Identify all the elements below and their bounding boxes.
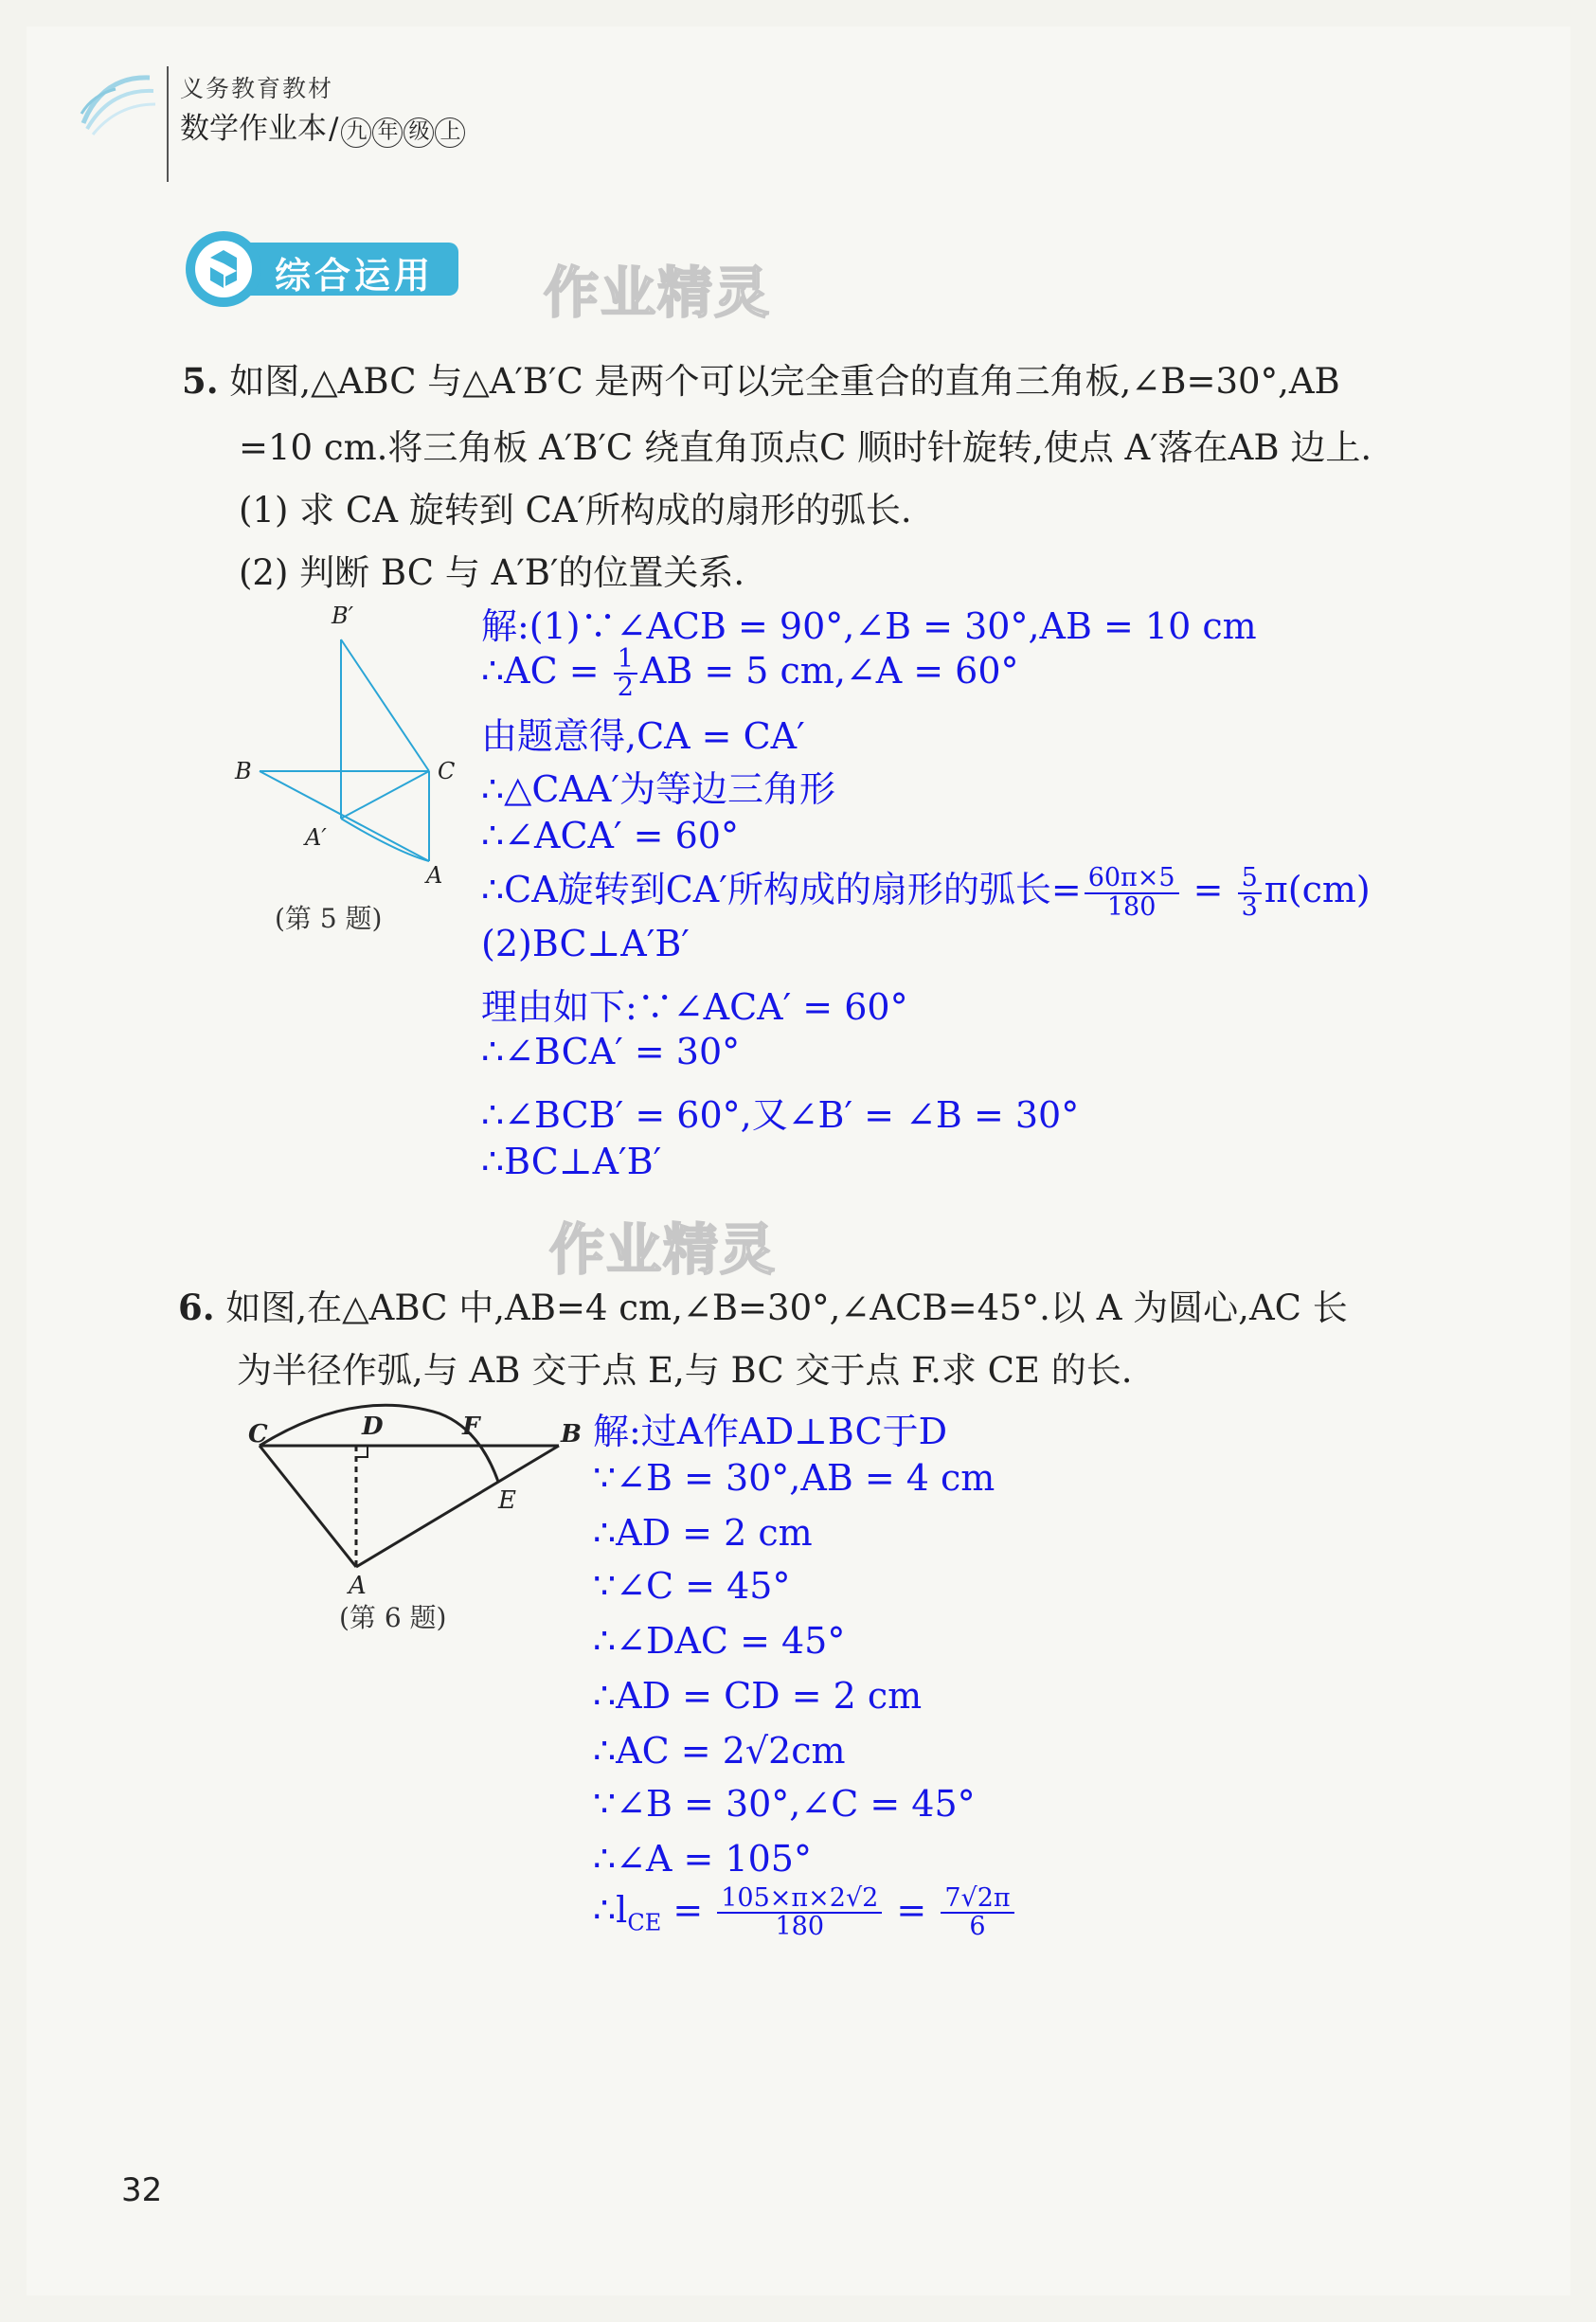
q5-ans-1: 解:(1)∵∠ACB = 90°,∠B = 30°,AB = 10 cm: [481, 605, 1257, 647]
q5-ans-4: ∴△CAA′为等边三角形: [481, 768, 835, 810]
grade-char-3: 级: [403, 117, 434, 148]
q6-label-f: F: [462, 1413, 480, 1441]
page-number: 32: [121, 2171, 163, 2209]
q5-ans-11: ∴BC⊥A′B′: [481, 1141, 662, 1182]
q6-ans-8: ∵∠B = 30°,∠C = 45°: [593, 1783, 976, 1825]
q5-label-a: A: [426, 862, 443, 889]
q6-edge-c-a: [260, 1446, 356, 1567]
q5-label-c: C: [438, 758, 456, 784]
q6-right-angle-mark: [356, 1446, 368, 1457]
q5-label-bprime: B′: [332, 603, 354, 629]
grade-char-2: 年: [372, 117, 403, 148]
q5-number: 5.: [182, 360, 219, 402]
book-title: 数学作业本/ 九 年 级 上: [180, 104, 465, 148]
q5-label-b: B: [235, 758, 252, 784]
grade-char-1: 九: [341, 117, 371, 148]
q6-edge-a-b: [356, 1446, 559, 1567]
q6-label-c: C: [248, 1420, 268, 1449]
q5-label-aprime: A′: [305, 824, 327, 851]
q5-line-1: 5. 如图,△ABC 与△A′B′C 是两个可以完全重合的直角三角板,∠B=30°,AB: [182, 360, 1340, 402]
q5-caption: (第 5 题): [275, 903, 383, 934]
q6-label-d: D: [362, 1413, 384, 1441]
q5-ans-8: 理由如下:∵∠ACA′ = 60°: [481, 986, 908, 1028]
watermark-top: 作业精灵: [544, 261, 772, 325]
q5-sub-2: (2) 判断 BC 与 A′B′的位置关系.: [239, 552, 745, 593]
section-title: 综合运用: [275, 255, 435, 297]
q5-ans-5: ∴∠ACA′ = 60°: [481, 815, 739, 856]
q6-label-a: A: [349, 1572, 367, 1600]
q5-ans-2: ∴AC = $\frac{1}{2}$ AB = 5 cm,∠A = 60°: [481, 644, 1019, 703]
q6-ans-1: 解:过A作AD⊥BC于D: [593, 1411, 948, 1452]
q6-label-e: E: [498, 1486, 516, 1515]
q5-line-2: =10 cm.将三角板 A′B′C 绕直角顶点C 顺时针旋转,使点 A′落在AB 边上.: [239, 427, 1372, 468]
q6-ans-9: ∴∠A = 105°: [593, 1838, 812, 1880]
q6-line-1: 6. 如图,在△ABC 中,AB=4 cm,∠B=30°,∠ACB=45°.以 A 为圆心,AC 长: [178, 1287, 1348, 1328]
book-name: 数学作业本: [180, 112, 327, 146]
grade-char-4: 上: [435, 117, 465, 148]
q5-sub-1: (1) 求 CA 旋转到 CA′所构成的扇形的弧长.: [239, 490, 912, 531]
header-divider: [167, 66, 169, 182]
q5-ans-10: ∴∠BCB′ = 60°,又∠B′ = ∠B = 30°: [481, 1094, 1080, 1136]
q6-line-2: 为半径作弧,与 AB 交于点 E,与 BC 交于点 F.求 CE 的长.: [237, 1350, 1133, 1391]
q6-number: 6.: [178, 1287, 215, 1328]
series-label: 义务教育教材: [180, 75, 334, 102]
q6-ans-5: ∴∠DAC = 45°: [593, 1620, 846, 1662]
q5-edge-aprime-c: [341, 771, 429, 819]
q5-figure: [227, 597, 474, 891]
q5-ans-9: ∴∠BCA′ = 30°: [481, 1031, 741, 1072]
q6-ans-10: $\therefore l_{CE}$ = $\frac{105\times\pi\times 2√2}{180}$ = $\frac{7√2\pi}{6}$: [593, 1885, 1017, 1941]
q6-ans-2: ∵∠B = 30°,AB = 4 cm: [593, 1457, 995, 1499]
q6-ans-7: ∴AC = 2√2cm: [593, 1730, 846, 1772]
swirl-logo-icon: [74, 66, 159, 142]
watermark-middle: 作业精灵: [549, 1217, 778, 1282]
q6-ans-3: ∴AD = 2 cm: [593, 1512, 813, 1554]
q5-edge-bprime-c: [341, 639, 429, 771]
q5-ans-7: (2)BC⊥A′B′: [481, 923, 690, 964]
q6-caption: (第 6 题): [339, 1602, 447, 1633]
q6-ans-4: ∵∠C = 45°: [593, 1565, 791, 1607]
q5-ans-6: ∴CA旋转到CA′所构成的扇形的弧长= $\frac{60\pi\times 5}{180}$ = $\frac{5}{3}$ π(cm): [481, 863, 1371, 922]
q5-ans-3: 由题意得,CA = CA′: [481, 715, 805, 757]
q6-figure: [231, 1396, 591, 1611]
q6-label-b: B: [561, 1420, 582, 1449]
q6-ans-6: ∴AD = CD = 2 cm: [593, 1675, 923, 1717]
